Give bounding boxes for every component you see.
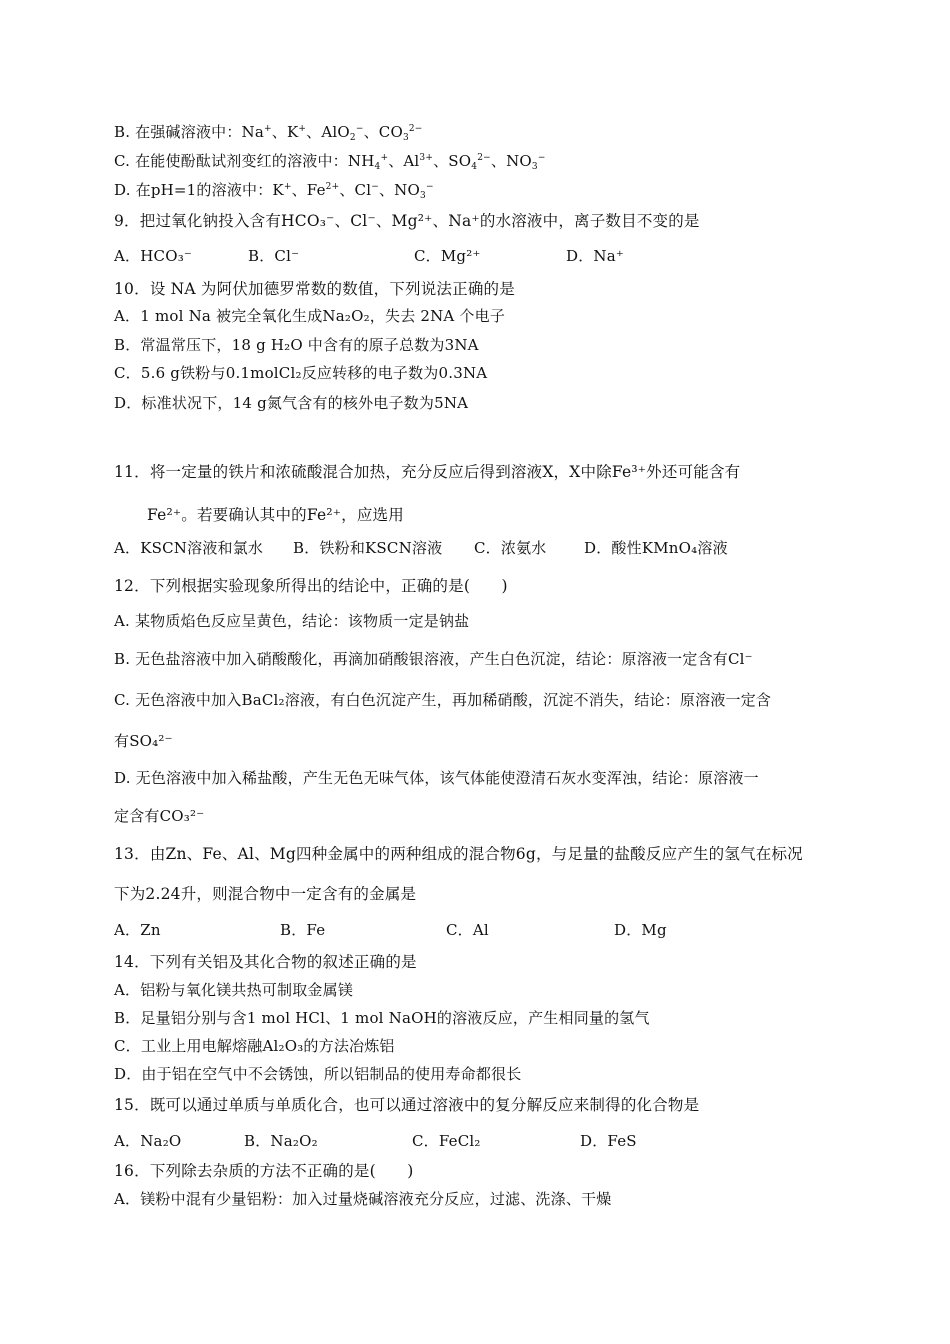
q16-stem: 16．下列除去杂质的方法不正确的是( )	[114, 1162, 414, 1180]
q9-option-a: A．HCO₃⁻	[114, 247, 193, 265]
q8-option-c: C. 在能使酚酞试剂变红的溶液中：$NH_4^+$、$Al^{3+}$、$SO_4^{2-}$、$NO_3^-$	[114, 152, 546, 172]
q11-stem-line1: 11．将一定量的铁片和浓硫酸混合加热，充分反应后得到溶液X，X中除Fe³⁺外还可能含有	[114, 463, 741, 481]
q15-options	[114, 1131, 637, 1151]
q12-option-c-line1: C. 无色溶液中加入BaCl₂溶液，有白色沉淀产生，再加稀硝酸，沉淀不消失，结论：原溶液一定含	[114, 691, 772, 709]
q9-stem: 9．把过氧化钠投入含有HCO₃⁻、Cl⁻、Mg²⁺、Na⁺的水溶液中，离子数目不变的是	[114, 212, 700, 230]
q13-options	[114, 920, 667, 940]
q12-option-d-line2: 定含有CO₃²⁻	[114, 807, 205, 825]
q15-stem: 15．既可以通过单质与单质化合，也可以通过溶液中的复分解反应来制得的化合物是	[114, 1096, 700, 1114]
q11-option-b: B．铁粉和KSCN溶液	[293, 539, 443, 557]
q14-option-c: C．工业上用电解熔融Al₂O₃的方法冶炼铝	[114, 1037, 395, 1055]
q11-option-a: A．KSCN溶液和氯水	[114, 539, 264, 557]
q9-option-b: B．Cl⁻	[248, 247, 300, 265]
q10-option-d: D．标准状况下，14 g氮气含有的核外电子数为5NA	[114, 394, 469, 412]
q11-option-d: D．酸性KMnO₄溶液	[584, 539, 728, 557]
q13-stem-line2: 下为2.24升，则混合物中一定含有的金属是	[114, 885, 417, 903]
q12-stem: 12．下列根据实验现象所得出的结论中，正确的是( )	[114, 577, 508, 595]
q14-option-a: A．铝粉与氧化镁共热可制取金属镁	[114, 981, 354, 999]
q9-option-c: C．Mg²⁺	[414, 247, 481, 265]
q8-option-d: D. 在pH=1的溶液中：K+、$Fe^{2+}$、Cl−、$NO_3^-$	[114, 181, 434, 201]
q13-option-a: A．Zn	[114, 921, 161, 939]
q15-option-a: A．Na₂O	[114, 1132, 182, 1150]
q16-option-a: A．镁粉中混有少量铝粉：加入过量烧碱溶液充分反应，过滤、洗涤、干燥	[114, 1190, 612, 1208]
q12-option-d-line1: D. 无色溶液中加入稀盐酸，产生无色无味气体，该气体能使澄清石灰水变浑浊，结论：原溶液一	[114, 769, 759, 787]
q10-option-b: B．常温常压下，18 g H₂O 中含有的原子总数为3NA	[114, 336, 479, 354]
q9-option-d: D．Na⁺	[566, 247, 625, 265]
q15-option-b: B．Na₂O₂	[244, 1132, 318, 1150]
q14-stem: 14．下列有关铝及其化合物的叙述正确的是	[114, 953, 417, 971]
q11-stem-line2: Fe²⁺。若要确认其中的Fe²⁺，应选用	[147, 506, 404, 524]
q10-option-c: C．5.6 g铁粉与0.1molCl₂反应转移的电子数为0.3NA	[114, 364, 488, 382]
q11-option-c: C．浓氨水	[474, 539, 547, 557]
q13-option-b: B．Fe	[280, 921, 326, 939]
q10-option-a: A．1 mol Na 被完全氧化生成Na₂O₂，失去 2NA 个电子	[114, 307, 506, 325]
q15-option-d: D．FeS	[580, 1132, 637, 1150]
q12-option-a: A. 某物质焰色反应呈黄色，结论：该物质一定是钠盐	[114, 612, 470, 630]
q14-option-d: D．由于铝在空气中不会锈蚀，所以铝制品的使用寿命都很长	[114, 1065, 522, 1083]
q8-option-b: B. 在强碱溶液中：Na+、K+、AlO$_2$−、$CO_3^{2-}$	[114, 123, 423, 143]
q14-option-b: B．足量铝分别与含1 mol HCl、1 mol NaOH的溶液反应，产生相同量的氢气	[114, 1009, 650, 1027]
q12-option-c-line2: 有SO₄²⁻	[114, 732, 173, 750]
q11-options	[114, 538, 728, 558]
q13-stem-line1: 13．由Zn、Fe、Al、Mg四种金属中的两种组成的混合物6g，与足量的盐酸反应产生的氢气在标况	[114, 845, 803, 863]
q10-stem: 10．设 NA 为阿伏加德罗常数的数值，下列说法正确的是	[114, 280, 515, 298]
q12-option-b: B. 无色盐溶液中加入硝酸酸化，再滴加硝酸银溶液，产生白色沉淀，结论：原溶液一定含有Cl⁻	[114, 650, 753, 668]
q9-options	[114, 246, 624, 266]
q15-option-c: C．FeCl₂	[412, 1132, 481, 1150]
q13-option-c: C．Al	[446, 921, 489, 939]
q13-option-d: D．Mg	[614, 921, 667, 939]
